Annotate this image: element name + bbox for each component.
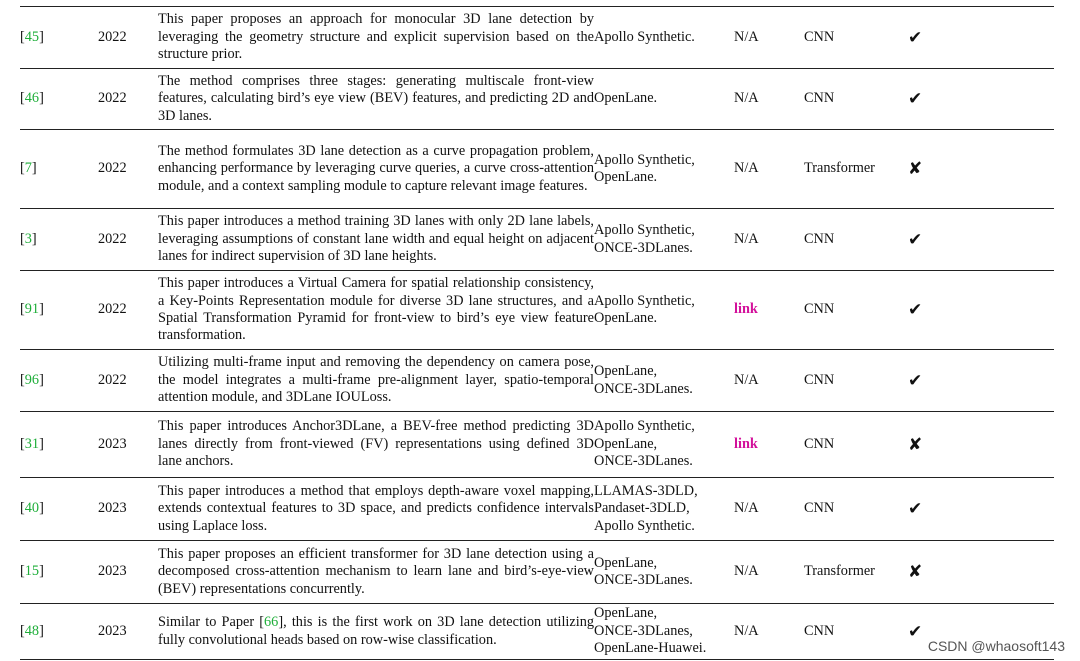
bracket: [ [20,371,25,388]
table-row [20,604,1054,660]
table-row [20,209,1054,271]
code-na: N/A [734,563,759,580]
reference-link[interactable]: 66 [264,614,279,631]
backbone-cell: CNN [804,90,835,107]
reference-link[interactable]: 46 [24,90,40,107]
table-row [20,130,1054,209]
reference-link[interactable]: 3 [24,230,32,247]
table-row [20,412,1054,478]
description-cell: This paper proposes an efficient transformer for 3D lane detection using a decomposed cross-attention mechanism to learn lane and bird’s-eye-view (BEV) representations concurrently. [158,545,594,597]
description-cell: This paper introduces a method that employs depth-aware voxel mapping, extends contextual features to 3D space, and predicts confidence intervals using Laplace loss. [158,482,594,534]
reference-link[interactable]: 96 [24,371,40,388]
dataset-name: OpenLane, [594,363,658,380]
table-row [20,69,1054,130]
bracket: ] [39,90,44,107]
description-text: Similar to Paper [ [158,614,265,631]
datasets-cell [594,130,734,209]
dataset-name: LLAMAS-3DLD, [594,482,698,499]
description-cell: This paper proposes an approach for monocular 3D lane detection by leveraging the geometry structure and explicit supervision based on the structure prior. [158,11,594,63]
backbone-cell: CNN [804,435,835,452]
table-row [20,350,1054,412]
datasets-cell [594,541,734,604]
bracket: [ [20,500,25,517]
dataset-name: Pandaset-3DLD, [594,500,690,517]
reference-link[interactable]: 40 [24,500,40,517]
bracket: ] [39,500,44,517]
dataset-name: ONCE-3DLanes. [594,453,693,470]
ref-cell [20,478,98,541]
backbone-cell: Transformer [804,563,875,580]
backbone-cell: CNN [804,28,835,45]
reference-link[interactable]: 45 [24,28,40,45]
datasets-cell [594,604,734,660]
year-cell: 2023 [98,563,127,580]
description-cell: This paper introduces a method training 3D lanes with only 2D lane labels, leveraging assumptions of constant lane width and equal height on adjacent lanes for indirect supervision of 3D lane heights. [158,213,594,265]
datasets-cell [594,478,734,541]
code-cell [734,271,804,350]
check-icon: ✔ [908,499,923,519]
check-icon: ✔ [908,370,923,390]
bracket: [ [20,563,25,580]
dataset-name: ONCE-3DLanes. [594,239,693,256]
dataset-name: OpenLane. [594,169,658,185]
code-na: N/A [734,371,759,388]
bracket: [ [20,160,25,177]
year-cell: 2022 [98,371,127,388]
bracket: ] [39,563,44,580]
dataset-name: Apollo Synthetic, [594,418,695,435]
bracket: ] [39,371,44,388]
year-cell: 2022 [98,301,127,318]
ref-cell [20,541,98,604]
code-cell [734,7,804,69]
dataset-name: ONCE-3DLanes. [594,380,693,397]
reference-link[interactable]: 48 [24,622,40,639]
bracket: ] [31,230,37,247]
dataset-name: Apollo Synthetic, [594,292,695,309]
table-row [20,478,1054,541]
bracket: [ [20,90,25,107]
year-cell: 2022 [98,90,127,107]
bracket: ] [39,622,44,639]
code-cell [734,130,804,209]
year-cell: 2023 [98,622,127,639]
description-cell [158,604,594,660]
backbone-cell: CNN [804,622,835,639]
reference-link[interactable]: 31 [24,435,40,452]
check-icon: ✔ [908,300,923,320]
code-cell [734,541,804,604]
dataset-name: OpenLane. [594,310,658,326]
check-icon: ✔ [908,27,923,47]
year-cell: 2022 [98,160,127,177]
code-cell [734,350,804,412]
datasets-cell [594,412,734,478]
code-na: N/A [734,230,759,247]
methods-table-body [20,7,1054,660]
code-na: N/A [734,622,759,639]
backbone-cell: Transformer [804,160,875,177]
dataset-name: ONCE-3DLanes. [594,572,693,588]
bracket: ] [31,160,37,177]
bracket: ] [39,301,44,318]
code-cell [734,69,804,130]
bracket: [ [20,301,25,318]
backbone-cell: CNN [804,301,835,318]
description-cell: Utilizing multi-frame input and removing the dependency on camera pose, the model integrates a multi-frame pre-alignment layer, spatio-temporal attention module, and 3DLane IOULoss. [158,354,594,406]
description-cell: The method formulates 3D lane detection as a curve propagation problem, enhancing performance by leveraging curve queries, a curve cross-attention module, and a context sampling module to capture relevant image features. [158,142,594,194]
bracket: [ [20,435,25,452]
ref-cell [20,7,98,69]
ref-cell [20,209,98,271]
reference-link[interactable]: 91 [24,301,40,318]
ref-cell [20,604,98,660]
description-cell: The method comprises three stages: generating multiscale front-view features, calculating bird’s eye view (BEV) features, and predicting 2D and 3D lanes. [158,72,594,124]
datasets-cell [594,69,734,130]
ref-cell [20,412,98,478]
check-icon: ✔ [908,621,923,641]
ref-cell [20,69,98,130]
bracket: [ [20,28,25,45]
dataset-name: Apollo Synthetic. [594,28,695,45]
backbone-cell: CNN [804,500,835,517]
code-na: N/A [734,90,759,107]
code-na: N/A [734,160,759,177]
cross-icon: ✘ [908,434,923,454]
bracket: ] [39,28,44,45]
backbone-cell: CNN [804,371,835,388]
code-cell [734,209,804,271]
bracket: [ [20,230,25,247]
cross-icon: ✘ [908,159,923,179]
datasets-cell [594,7,734,69]
check-icon: ✔ [908,229,923,249]
dataset-name: OpenLane-Huawei. [594,640,707,657]
dataset-name: OpenLane. [594,90,658,107]
ref-cell [20,130,98,209]
bracket: [ [20,622,25,639]
description-cell: This paper introduces Anchor3DLane, a BEV-free method predicting 3D lanes directly from front-viewed (FV) representations using defined 3D lane anchors. [158,418,594,470]
check-icon: ✔ [908,89,923,109]
datasets-cell [594,350,734,412]
table-row [20,7,1054,69]
description-text: ], this is the first work on 3D lane detection utilizing fully convolutional heads based on row-wise classification. [158,614,594,648]
backbone-cell: CNN [804,230,835,247]
dataset-name: ONCE-3DLanes, [594,622,693,639]
code-na: N/A [734,28,759,45]
year-cell: 2023 [98,435,127,452]
dataset-name: OpenLane, [594,605,658,622]
datasets-cell [594,209,734,271]
bracket: ] [39,435,44,452]
dataset-name: OpenLane, [594,435,658,452]
table-row [20,271,1054,350]
dataset-name: Apollo Synthetic. [594,517,695,534]
dataset-name: OpenLane, [594,554,658,571]
reference-link[interactable]: 15 [24,563,40,580]
code-link[interactable]: link [734,301,758,318]
year-cell: 2022 [98,28,127,45]
description-cell: This paper introduces a Virtual Camera for spatial relationship consistency, a Key-Points Representation module for diverse 3D lane structures, and a Spatial Transformation Pyramid for front-view to bird’s eye view feature transformation. [158,275,594,344]
methods-table [20,6,1054,660]
ref-cell [20,350,98,412]
dataset-name: Apollo Synthetic, [594,222,695,239]
reference-link[interactable]: 7 [24,160,32,177]
code-cell [734,478,804,541]
year-cell: 2022 [98,230,127,247]
ref-cell [20,271,98,350]
datasets-cell [594,271,734,350]
code-link[interactable]: link [734,435,758,452]
code-na: N/A [734,500,759,517]
watermark: CSDN @whaosoft143 [927,638,1065,654]
cross-icon: ✘ [908,562,923,582]
dataset-name: Apollo Synthetic, [594,151,695,168]
code-cell [734,604,804,660]
table-row [20,541,1054,604]
year-cell: 2023 [98,500,127,517]
code-cell [734,412,804,478]
